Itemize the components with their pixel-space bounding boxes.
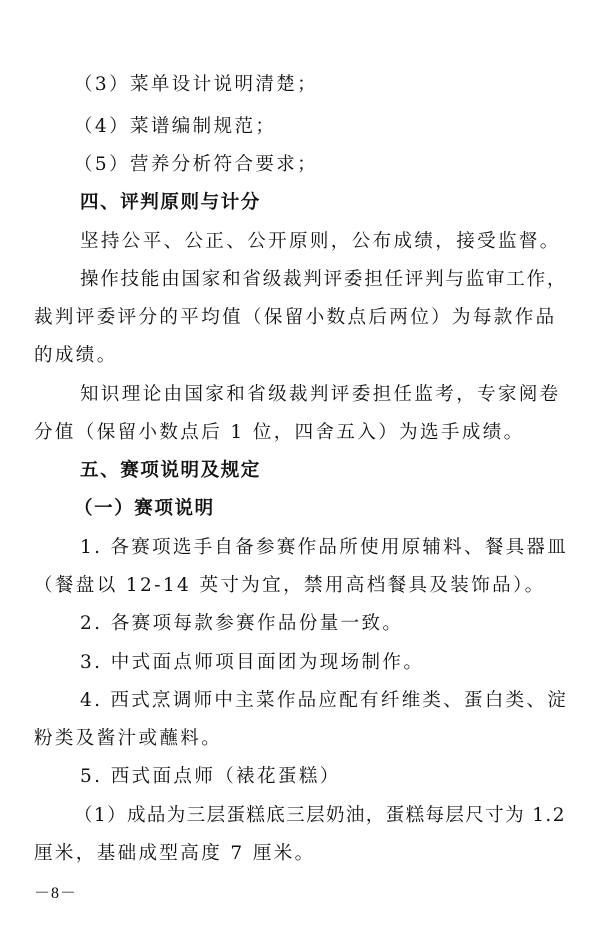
subsection-heading: （一）赛项说明	[74, 498, 215, 519]
paragraph-line: 坚持公平、公正、公开原则，公布成绩，接受监督。	[80, 231, 561, 252]
list-item-4: （4）菜谱编制规范；	[74, 116, 277, 137]
section-heading-5: 五、赛项说明及规定	[80, 460, 261, 481]
paragraph-line: 裁判评委评分的平均值（保留小数点后两位）为每款作品	[34, 307, 557, 328]
list-item-3: （3）菜单设计说明清楚；	[74, 74, 319, 95]
paragraph-line: 操作技能由国家和省级裁判评委担任评判与监审工作，	[80, 269, 568, 290]
paragraph-line: （餐盘以 12-14 英寸为宜，禁用高档餐具及装饰品）。	[34, 575, 546, 596]
paragraph-line: 厘米，基础成型高度 7 厘米。	[34, 843, 316, 864]
paragraph-line: 粉类及酱汁或蘸料。	[34, 728, 223, 749]
section-heading-4: 四、评判原则与计分	[80, 192, 261, 213]
list-item-5: （5）营养分析符合要求；	[74, 154, 319, 175]
paragraph-line: 知识理论由国家和省级裁判评委担任监考，专家阅卷	[80, 384, 561, 405]
paragraph-line: 2. 各赛项每款参赛作品份量一致。	[80, 613, 404, 634]
paragraph-line: 1. 各赛项选手自备参赛作品所使用原辅料、餐具器皿	[80, 537, 569, 558]
paragraph-line: 4. 西式烹调师中主菜作品应配有纤维类、蛋白类、淀	[80, 690, 569, 711]
paragraph-line: 的成绩。	[34, 345, 118, 366]
page-number: －8－	[34, 885, 78, 902]
paragraph-line: 5. 西式面点师（裱花蛋糕）	[80, 766, 341, 787]
paragraph-line: （1）成品为三层蛋糕底三层奶油，蛋糕每层尺寸为 1.2	[74, 805, 566, 826]
paragraph-line: 3. 中式面点师项目面团为现场制作。	[80, 652, 425, 673]
paragraph-line: 分值（保留小数点后 1 位，四舍五入）为选手成绩。	[34, 422, 525, 443]
